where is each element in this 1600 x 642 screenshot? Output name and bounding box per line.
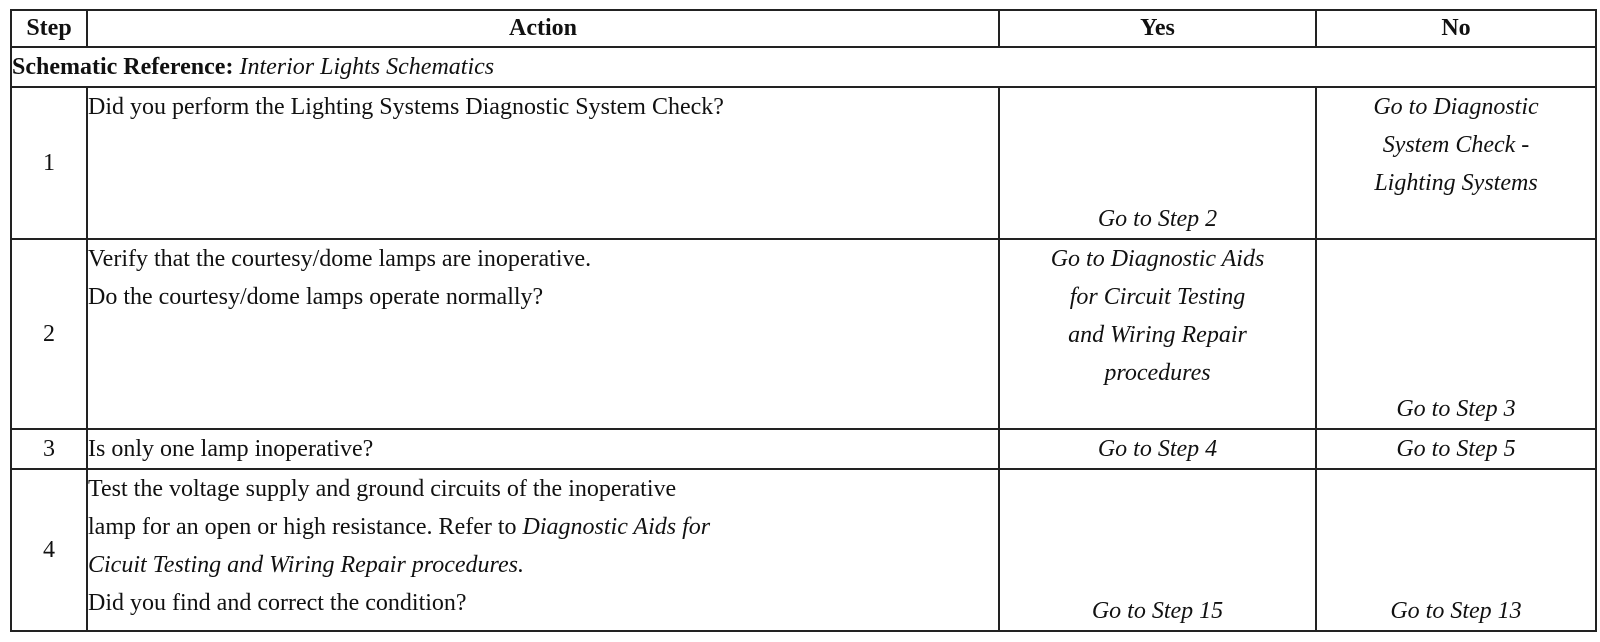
table-row [11,469,1596,631]
no-text[interactable]: Go to Diagnostic [1373,94,1539,120]
action-cell [87,239,999,429]
no-cell [1316,469,1596,631]
action-text: Did you perform the Lighting Systems Diagnostic System Check? [88,94,724,120]
yes-text[interactable]: Go to Diagnostic Aids [1050,246,1265,272]
header-yes: Yes [999,10,1316,47]
action-text-plain: lamp for an open or high resistance. Refer to [88,514,523,540]
step-number: 1 [11,87,87,239]
header-no: No [1316,10,1596,47]
yes-cell [999,87,1316,239]
no-text[interactable]: Go to Step 3 [1396,396,1516,422]
table-row [11,87,1596,239]
step-number: 3 [11,429,87,469]
table-row [11,239,1596,429]
yes-text[interactable]: for Circuit Testing [1069,284,1246,310]
schematic-reference-link[interactable]: Interior Lights Schematics [239,54,495,80]
no-cell [1316,87,1596,239]
yes-text[interactable]: and Wiring Repair [1068,322,1247,348]
step-number: 4 [11,469,87,631]
no-cell [1316,429,1596,469]
schematic-reference [11,47,1596,87]
no-text[interactable]: Lighting Systems [1374,170,1538,196]
action-text: Is only one lamp inoperative? [88,436,374,462]
action-text: Did you find and correct the condition? [88,590,467,616]
action-text [88,508,998,546]
diagnostic-aids-reference[interactable]: Diagnostic Aids for [522,514,711,540]
header-row [11,10,1596,47]
action-cell [87,87,999,239]
yes-cell [999,469,1316,631]
table-row [11,429,1596,469]
action-text: Test the voltage supply and ground circuits of the inoperative [88,476,677,502]
schematic-reference-label: Schematic Reference: [12,54,234,80]
action-text: Verify that the courtesy/dome lamps are inoperative. [88,246,592,272]
action-cell [87,429,999,469]
diagnostic-aids-reference[interactable]: Cicuit Testing and Wiring Repair procedures. [88,552,524,578]
no-cell [1316,239,1596,429]
schematic-reference-row [11,47,1596,87]
header-action: Action [87,10,999,47]
yes-text[interactable]: procedures [1104,360,1211,386]
header-step: Step [11,10,87,47]
no-text[interactable]: Go to Step 5 [1396,436,1516,462]
yes-cell [999,429,1316,469]
no-text[interactable]: System Check - [1382,132,1530,158]
action-cell [87,469,999,631]
no-text[interactable]: Go to Step 13 [1390,598,1522,624]
action-text: Do the courtesy/dome lamps operate normally? [88,284,544,310]
diagnostic-table [10,9,1597,632]
yes-text[interactable]: Go to Step 4 [1097,436,1218,462]
step-number: 2 [11,239,87,429]
yes-text[interactable]: Go to Step 15 [1091,598,1224,624]
yes-text[interactable]: Go to Step 2 [1097,206,1218,232]
yes-cell [999,239,1316,429]
